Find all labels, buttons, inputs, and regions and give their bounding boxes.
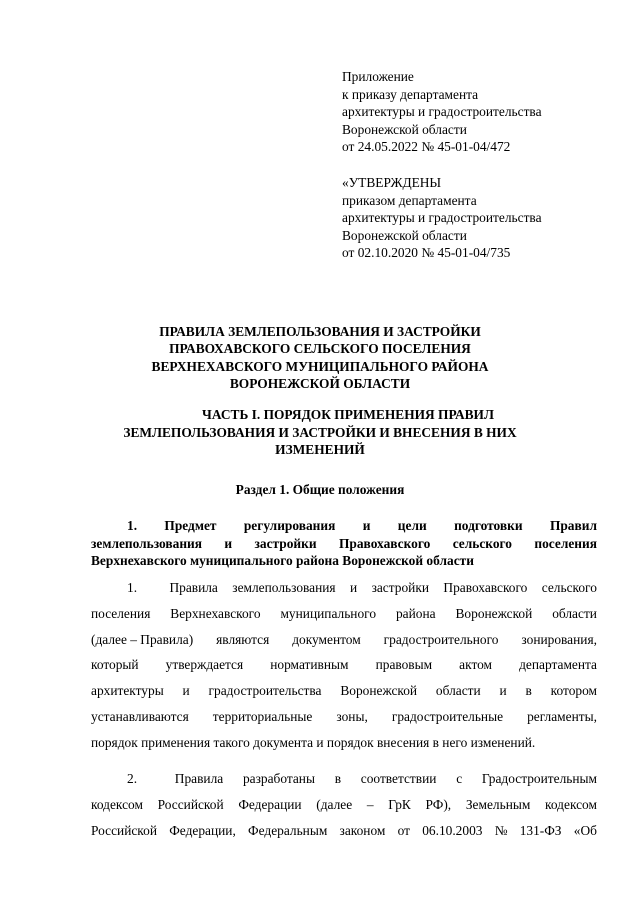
paragraph-word: и [350,580,358,595]
paragraph-word: Земельным [465,796,531,812]
paragraph-word: Федерации [238,796,302,812]
paragraph-word: нормативным [270,657,349,673]
article-word: сельского [452,535,512,551]
paragraph-line [91,652,597,678]
paragraph-word: градостроительного [383,631,499,647]
paragraph-word: 06.10.2003 [422,822,483,838]
part-title-line: ЧАСТЬ I. ПОРЯДОК ПРИМЕНЕНИЯ ПРАВИЛ [202,407,494,422]
title-line: ВЕРХНЕХАВСКОГО МУНИЦИПАЛЬНОГО РАЙОНА [151,358,489,374]
paragraph-word: области [552,605,597,621]
stamp-line: от 24.05.2022 № 45-01-04/472 [342,139,511,155]
paragraph-word: документом [292,631,361,647]
article-word: землепользования [91,535,202,551]
section-heading: Раздел 1. Общие положения [235,482,405,497]
stamp-line: архитектуры и градостроительства [342,210,542,226]
paragraph-word: (далее [316,796,353,812]
paragraph-word: актом [459,657,493,673]
article-word: регулирования [243,518,336,533]
article-heading [91,517,597,570]
paragraph-word: утверждается [165,657,244,673]
stamp-line: от 02.10.2020 № 45-01-04/735 [342,245,511,261]
paragraph-word: градостроительства [208,683,322,699]
stamp-line: «УТВЕРЖДЕНЫ [342,175,442,190]
paragraph-word: Российской [157,796,224,812]
paragraph-word: устанавливаются [91,708,189,724]
paragraph-word: соответствии [360,771,437,786]
paragraph-word: законом [339,822,386,838]
paragraph-word: (далее – Правила) [91,631,194,647]
paragraph-word: землепользования [232,580,336,595]
article-word: застройки [254,535,317,551]
paragraph-2 [91,766,597,843]
part-title-line: ЗЕМЛЕПОЛЬЗОВАНИЯ И ЗАСТРОЙКИ И ВНЕСЕНИЯ В НИХ [123,424,517,440]
article-heading-line [91,517,597,535]
paragraph-word: являются [216,631,270,647]
article-word: поселения [534,535,597,551]
paragraph-word: регламенты, [527,708,597,724]
paragraph-word: градостроительные [391,708,504,724]
paragraph-word: департамента [519,657,597,673]
paragraph-line [91,678,597,704]
stamp-line: архитектуры и градостроительства [342,104,542,120]
paragraph-word: от [397,822,410,838]
paragraph-word: Верхнехавского [170,605,261,621]
article-word: Правохавского [339,535,431,551]
part-title-line: ИЗМЕНЕНИЙ [275,442,365,458]
paragraph-line [91,575,597,601]
paragraph-word: РФ), [425,796,452,812]
paragraph-word: муниципального [280,605,377,621]
paragraph-word: Федерации, [169,822,236,838]
approved-stamp [342,174,582,262]
paragraph-line [91,627,597,653]
paragraph-word: – [366,796,374,812]
stamp-line: Приложение [342,69,414,84]
paragraph-word: и [182,683,190,699]
title-line: ПРАВИЛА ЗЕМЛЕПОЛЬЗОВАНИЯ И ЗАСТРОЙКИ [159,324,481,339]
article-word: Правил [549,518,597,533]
title-line: ВОРОНЕЖСКОЙ ОБЛАСТИ [229,376,411,392]
paragraph-word: № [494,822,508,838]
paragraph-line [91,704,597,730]
paragraph-word: поселения [91,605,151,621]
attachment-stamp [342,68,582,156]
stamp-line: к приказу департамента [342,86,479,102]
stamp-line: Воронежской области [342,121,467,137]
part-title [60,406,580,459]
article-heading-line [91,535,597,553]
document-title [60,323,580,393]
paragraph-word: архитектуры [91,683,164,699]
paragraph-word: Правила [174,771,224,786]
paragraph-word: территориальные [212,708,313,724]
article-word: подготовки [454,518,523,533]
paragraph-word: «Об [573,822,597,838]
paragraph-word: и [499,683,507,699]
paragraph-word: района [395,605,436,621]
paragraph-word: сельского [541,580,597,595]
article-number: 1. [127,518,138,533]
paragraph-word: застройки [371,580,429,595]
paragraph-word: области [435,683,481,699]
paragraph-number: 1. [127,580,138,595]
paragraph-1 [91,575,597,756]
stamp-line: Воронежской области [342,227,467,243]
paragraph-word: Федеральным [248,822,328,838]
paragraph-word: разработаны [242,771,315,786]
paragraph-word: Правила [169,580,218,595]
article-word: цели [397,518,427,533]
paragraph-word: Градостроительным [481,771,597,786]
paragraph-number: 2. [127,771,138,786]
paragraph-line [91,818,597,844]
paragraph-line [91,601,597,627]
paragraph-word: Воронежской [455,605,533,621]
article-heading-line: Верхнехавского муниципального района Воронежской области [91,553,474,568]
article-word: и [362,518,371,533]
paragraph-word: с [456,771,463,786]
paragraph-word: в [525,683,532,699]
paragraph-word: кодексом [545,796,597,812]
paragraph-word: кодексом [91,796,143,812]
paragraph-line: порядок применения такого документа и порядок внесения в него изменений. [91,734,536,750]
paragraph-word: правовым [375,657,433,673]
paragraph-word: зонирования, [521,631,597,647]
paragraph-word: ГрК [388,796,411,812]
paragraph-word: 131-ФЗ [519,822,562,838]
paragraph-word: зоны, [336,708,368,724]
paragraph-word: Воронежской [340,683,418,699]
title-line: ПРАВОХАВСКОГО СЕЛЬСКОГО ПОСЕЛЕНИЯ [169,341,471,357]
paragraph-word: Правохавского [443,580,528,595]
stamp-line: приказом департамента [342,192,477,208]
article-word: и [224,535,233,551]
paragraph-word: Российской [91,822,157,838]
paragraph-line [91,792,597,818]
paragraph-word: в [334,771,342,786]
paragraph-word: котором [550,683,597,699]
paragraph-line [91,766,597,792]
article-word: Предмет [164,518,217,533]
paragraph-word: который [91,657,139,673]
